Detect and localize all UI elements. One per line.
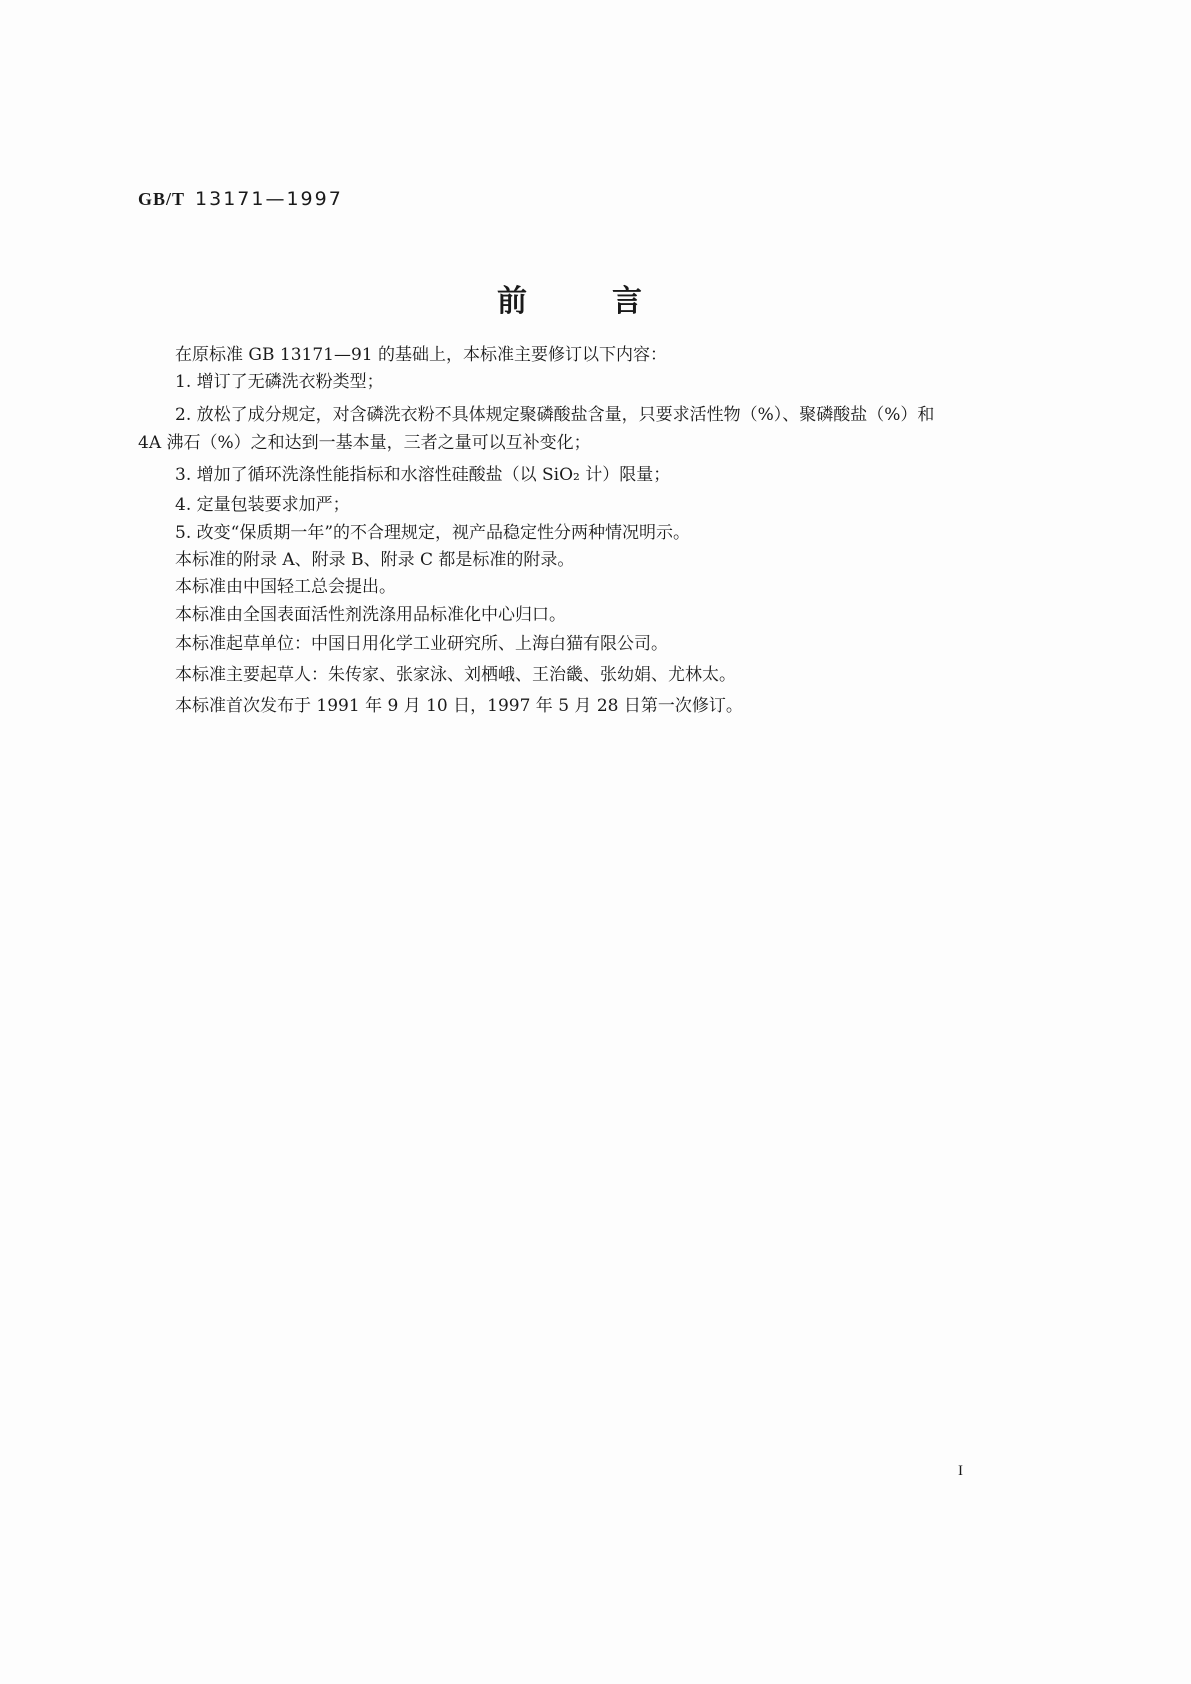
revision-item-1: 1. 增订了无磷洗衣粉类型； <box>175 372 384 392</box>
publication-history-note: 本标准首次发布于 1991 年 9 月 10 日，1997 年 5 月 28 日第一次修订。 <box>175 696 743 716</box>
standard-code-number: 13171—1997 <box>195 188 343 210</box>
revision-item-3: 3. 增加了循环洗涤性能指标和水溶性硅酸盐（以 SiO₂ 计）限量； <box>175 465 671 485</box>
section-title-char-2: 言 <box>612 284 642 319</box>
section-title-char-1: 前 <box>497 284 527 319</box>
page-number: I <box>958 1463 963 1479</box>
appendix-note: 本标准的附录 A、附录 B、附录 C 都是标准的附录。 <box>175 550 575 570</box>
drafters-note: 本标准主要起草人：朱传家、张家泳、刘栖峨、王治畿、张幼娟、尤林太。 <box>175 665 736 685</box>
revision-item-2-continued: 4A 沸石（%）之和达到一基本量，三者之量可以互补变化； <box>138 433 591 453</box>
proposer-note: 本标准由中国轻工总会提出。 <box>175 577 396 597</box>
intro-paragraph: 在原标准 GB 13171—91 的基础上，本标准主要修订以下内容： <box>175 345 667 365</box>
standard-code-header <box>138 188 343 210</box>
revision-item-2: 2. 放松了成分规定，对含磷洗衣粉不具体规定聚磷酸盐含量，只要求活性物（%）、聚磷酸盐（%）和 <box>175 405 935 425</box>
revision-item-5: 5. 改变“保质期一年”的不合理规定，视产品稳定性分两种情况明示。 <box>175 523 691 543</box>
drafting-units-note: 本标准起草单位：中国日用化学工业研究所、上海白猫有限公司。 <box>175 634 668 654</box>
standard-code-prefix: GB/T <box>138 189 186 209</box>
revision-item-4: 4. 定量包装要求加严； <box>175 495 350 515</box>
administrator-note: 本标准由全国表面活性剂洗涤用品标准化中心归口。 <box>175 605 566 625</box>
